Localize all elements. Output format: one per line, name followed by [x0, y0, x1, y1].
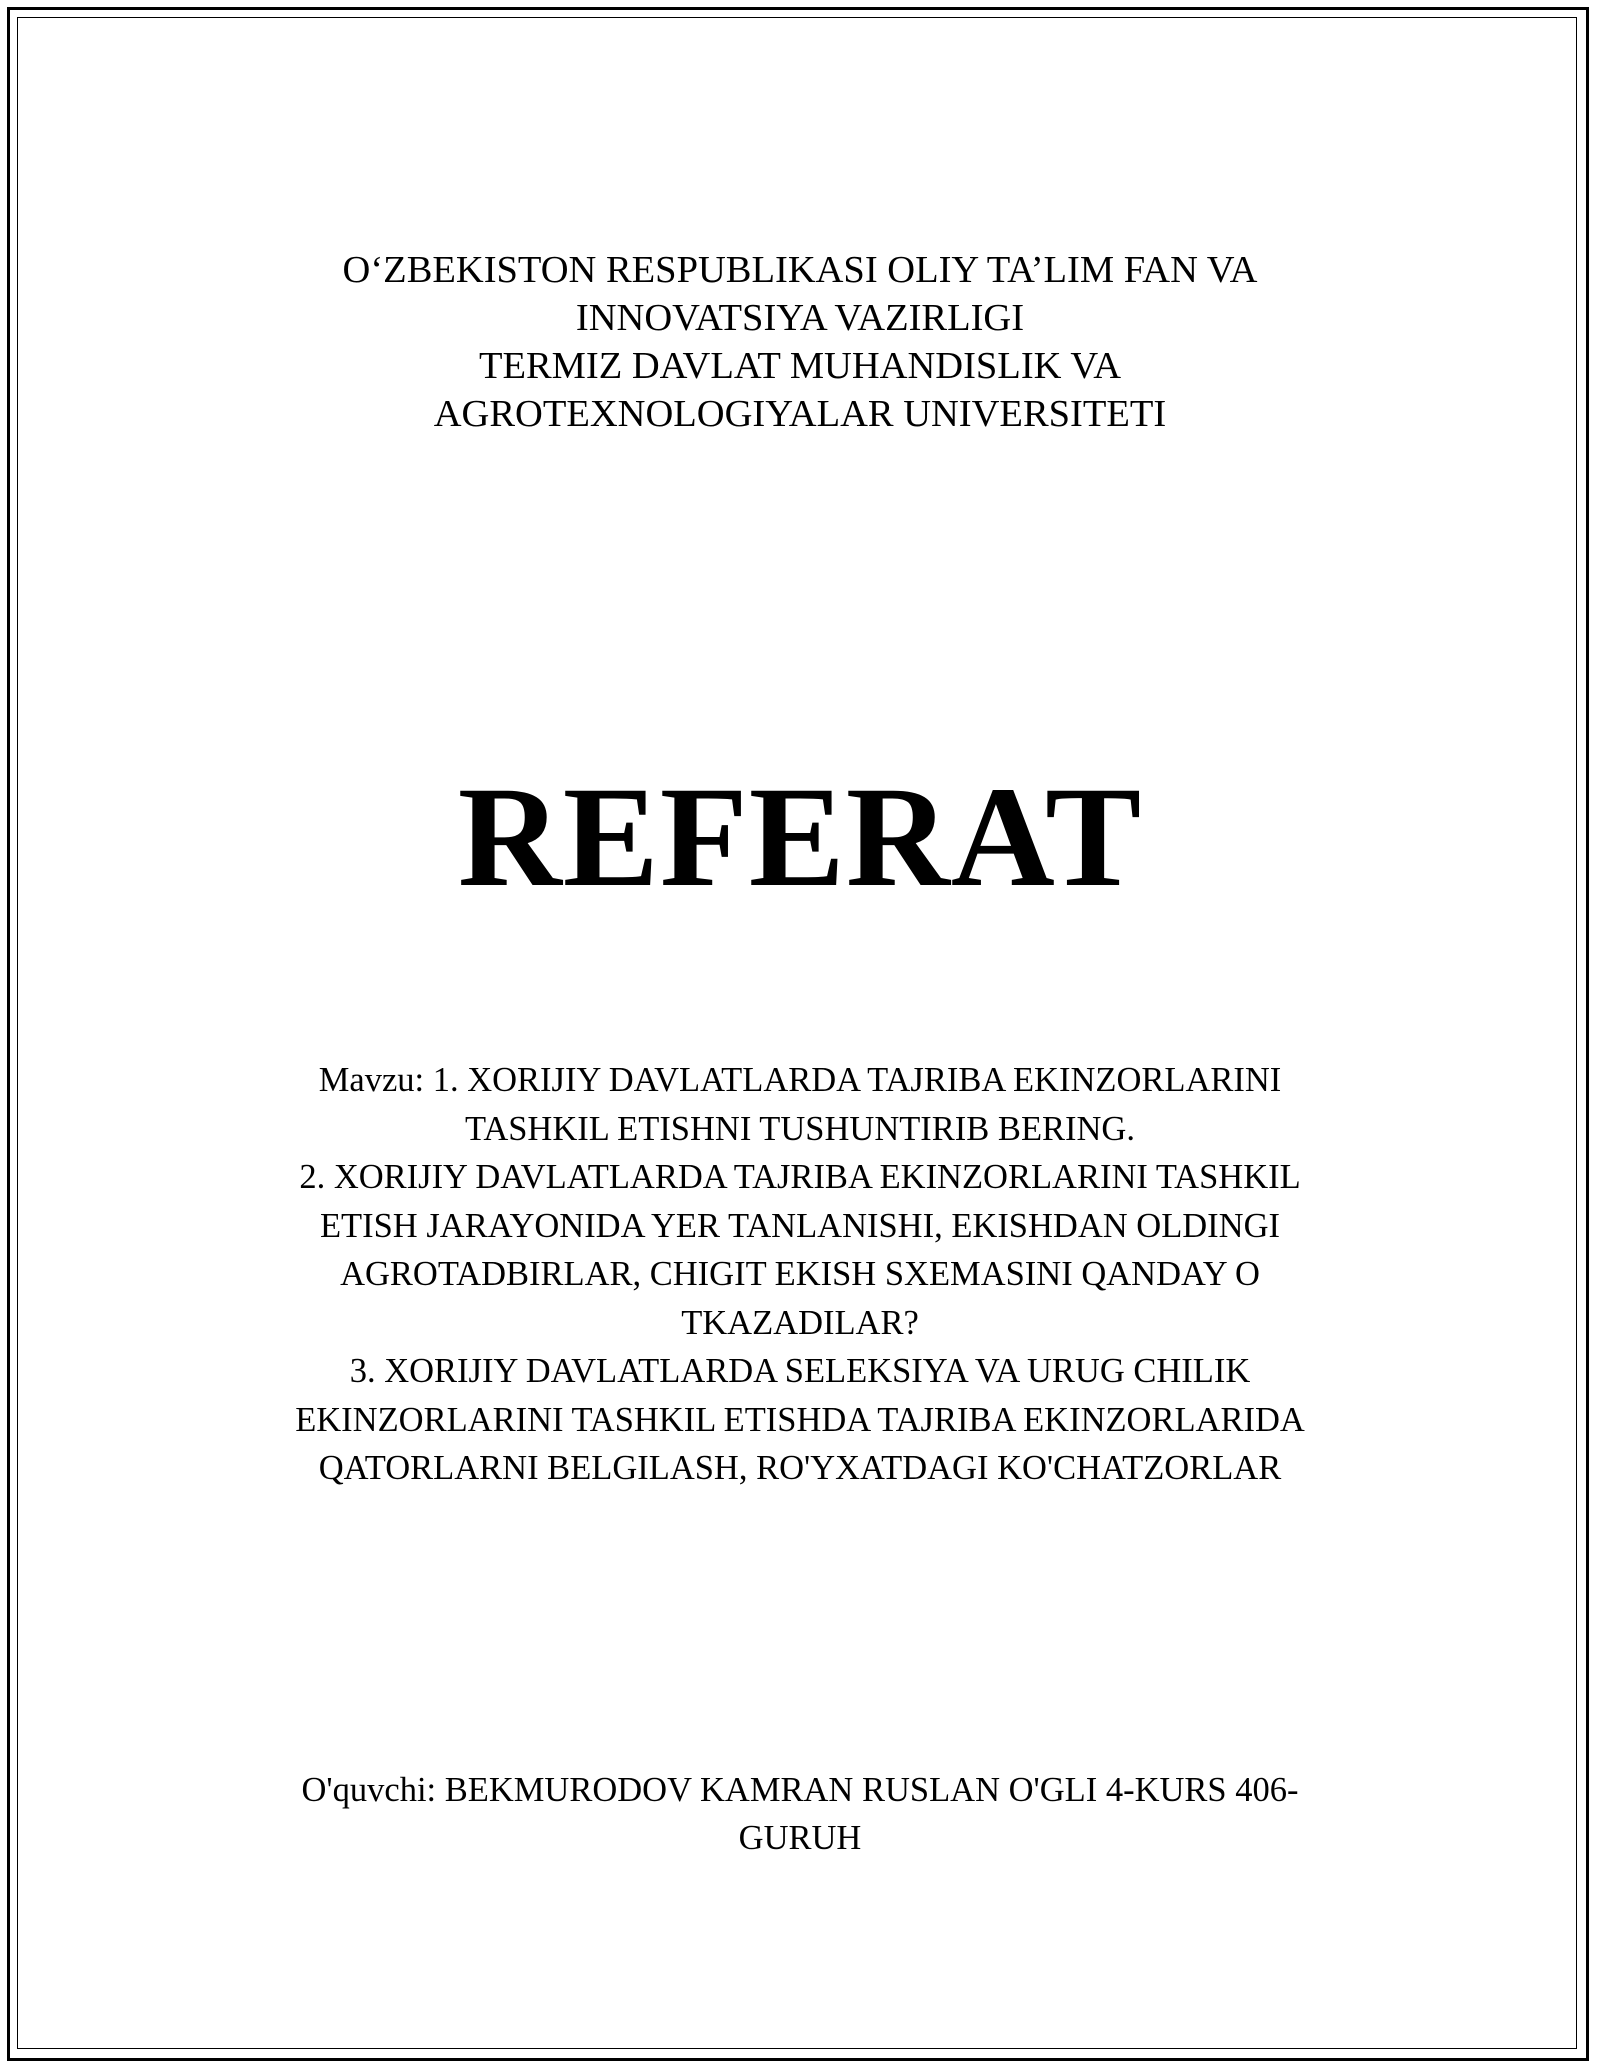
- topic-section: [0, 1056, 1600, 1493]
- student-line: GURUH: [738, 1819, 862, 1857]
- topic-line: 2. XORIJIY DAVLATLARDA TAJRIBA EKINZORLARINI TASHKIL: [299, 1158, 1301, 1196]
- institution-header: [0, 246, 1600, 438]
- topic-line: TASHKIL ETISHNI TUSHUNTIRIB BERING.: [465, 1109, 1135, 1148]
- header-line: O‘ZBEKISTON RESPUBLIKASI OLIY TA’LIM FAN VA: [342, 249, 1258, 291]
- topic-line: 3. XORIJIY DAVLATLARDA SELEKSIYA VA URUG CHILIK: [349, 1352, 1251, 1390]
- topic-line: Mavzu: 1. XORIJIY DAVLATLARDA TAJRIBA EKINZORLARINI: [318, 1061, 1282, 1099]
- topic-line: TKAZADILAR?: [681, 1303, 919, 1342]
- header-line: AGROTEXNOLOGIYALAR UNIVERSITETI: [433, 393, 1167, 435]
- document-title: REFERAT: [457, 758, 1143, 917]
- header-line: INNOVATSIYA VAZIRLIGI: [575, 297, 1025, 339]
- student-line: O'quvchi: BEKMURODOV KAMRAN RUSLAN O'GLI 4-KURS 406-: [301, 1771, 1299, 1809]
- topic-line: AGROTADBIRLAR, CHIGIT EKISH SXEMASINI QANDAY O: [340, 1255, 1260, 1293]
- student-info: [0, 1766, 1600, 1862]
- topic-line: QATORLARNI BELGILASH, RO'YXATDAGI KO'CHATZORLAR: [318, 1449, 1282, 1487]
- header-line: TERMIZ DAVLAT MUHANDISLIK VA: [478, 345, 1122, 387]
- topic-line: ETISH JARAYONIDA YER TANLANISHI, EKISHDAN OLDINGI: [319, 1206, 1280, 1245]
- topic-line: EKINZORLARINI TASHKIL ETISHDA TAJRIBA EKINZORLARIDA: [295, 1400, 1305, 1439]
